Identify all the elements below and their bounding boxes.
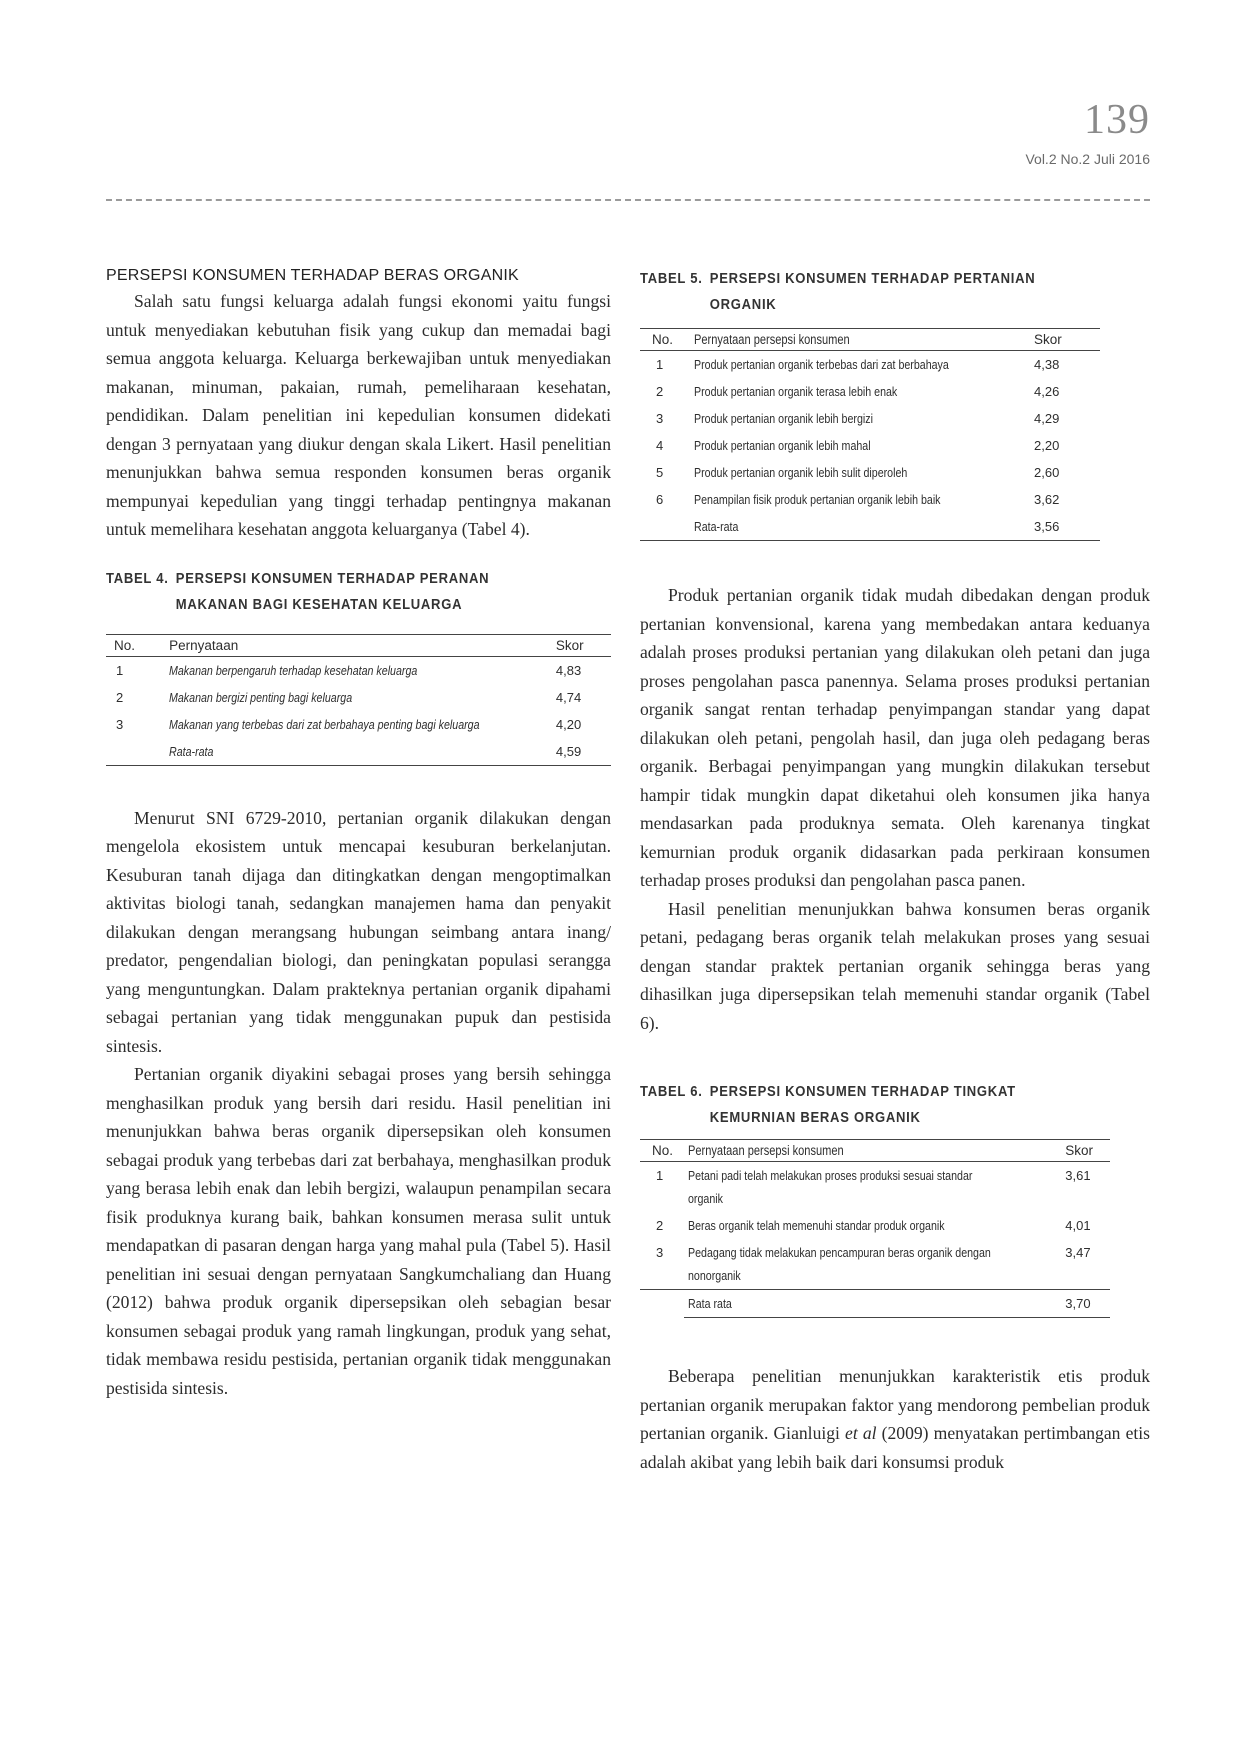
column-header-score: Skor [552,634,611,656]
cell-statement: Pedagang tidak melakukan pencampuran beras organik dengan nonorganik [684,1239,1061,1290]
paragraph: Hasil penelitian menunjukkan bahwa konsumen beras organik petani, pedagang beras organik telah melakukan proses yang sesuai dengan standar praktek pertanian organik sehingga beras yang dihasilkan juga dipersepsikan telah memenuhi standar organik (Tabel 6). [640,898,1150,1033]
cell-score: 4,01 [1065,1218,1091,1233]
table-6 [640,1139,1110,1318]
cell-no [640,1290,684,1318]
cell-no: 6 [656,492,664,507]
table-row [640,459,1100,486]
cell-score: 4,59 [552,738,611,766]
table-row-average [106,738,611,766]
table-row [640,1212,1110,1239]
page-number: 139 [1084,97,1150,143]
table-label: TABEL 6. [640,1084,703,1100]
cell-no: 1 [116,662,124,678]
table-row [640,1239,1110,1290]
cell-statement: Makanan bergizi penting bagi keluarga [169,689,353,705]
table-title: PERSEPSI KONSUMEN TERHADAP TINGKAT KEMURNIAN BERAS ORGANIK [709,1084,1016,1126]
table-4 [106,634,611,766]
issue-info: Vol.2 No.2 Juli 2016 [1025,151,1150,167]
table-row [640,1162,1110,1213]
cell-no: 2 [656,1218,664,1233]
cell-score: 3,56 [1030,513,1100,541]
table-title: PERSEPSI KONSUMEN TERHADAP PERTANIAN ORGANIK [709,271,1036,313]
cell-statement: Produk pertanian organik lebih mahal [694,438,871,453]
cell-statement: Produk pertanian organik terbebas dari zat berbahaya [694,357,949,372]
cell-statement: Makanan berpengaruh terhadap kesehatan keluarga [169,662,418,678]
cell-no: 1 [656,1168,664,1183]
cell-statement: Rata-rata [165,738,552,766]
cell-score: 4,83 [555,662,582,678]
table-row [640,378,1100,405]
column-header-statement: Pernyataan [165,634,552,656]
cell-no: 2 [656,384,664,399]
cell-score: 3,62 [1034,492,1060,507]
cell-score: 4,38 [1034,357,1060,372]
cell-score: 2,20 [1034,438,1060,453]
table-4-caption [106,566,611,618]
cell-no: 3 [656,411,664,426]
cell-score: 3,47 [1061,1239,1110,1290]
header-divider [106,199,1150,201]
et-al-text: et al [845,1423,877,1443]
cell-score: 2,60 [1034,465,1060,480]
table-row-average [640,1290,1110,1318]
paragraph: Produk pertanian organik tidak mudah dibedakan dengan produk pertanian konvensional, karena yang membedakan antara keduanya adalah proses produksi pertanian yang dilakukan oleh petani dan juga proses pengolahan pasca panennya. Selama proses produksi pertanian organik sangat rentan terhadap penyimpangan standar yang dapat dilakukan oleh petani, pengolah hasil, dan juga oleh pedagang beras organik. Berbagai penyimpangan yang mungkin dilakukan tersebut hampir tidak mungkin dapat diketahui oleh konsumen jika hanya mendasarkan pada produknya semata. Oleh karenanya tingkat kemurnian produk organik didasarkan pada perkiraan konsumen terhadap proses produksi dan pengolahan pasca panen. [640,585,1150,890]
cell-statement: Produk pertanian organik lebih bergizi [694,411,873,426]
paragraph: Menurut SNI 6729-2010, pertanian organik dilakukan dengan mengelola ekosistem untuk mencapai kesuburan berkelanjutan. Kesuburan tanah dijaga dan ditingkatkan dengan mengoptimalkan aktivitas biologi tanah, sedangkan manajemen hama dan penyakit dilakukan dengan merangsang hubungan seimbang antara inang/ predator, pengendalian biologi, dan peningkatan populasi serangga yang menguntungkan. Dalam prakteknya pertanian organik dipahami sebagai pertanian yang tidak menggunakan pupuk dan pestisida sintesis. [106,807,611,1056]
cell-score: 3,61 [1065,1168,1091,1183]
cell-no: 4 [656,438,664,453]
cell-score: 4,26 [1034,384,1060,399]
section-title: PERSEPSI KONSUMEN TERHADAP BERAS ORGANIK [106,267,519,284]
column-header-statement: Pernyataan persepsi konsumen [684,1140,1061,1162]
column-header-score: Skor [1061,1140,1110,1162]
table-row [106,656,611,684]
cell-no: 3 [116,716,124,732]
table-row [640,405,1100,432]
cell-statement: Rata rata [684,1290,1061,1318]
cell-no: 2 [116,689,124,705]
cell-statement: Produk pertanian organik lebih sulit diperoleh [694,465,908,480]
table-row-average [640,513,1100,541]
column-header-score: Skor [1030,329,1100,351]
cell-score: 4,29 [1034,411,1060,426]
cell-statement: Penampilan fisik produk pertanian organik lebih baik [694,492,941,507]
cell-statement: Rata-rata [690,513,1030,541]
column-header-statement: Pernyataan persepsi konsumen [690,329,1030,351]
column-header-no: No. [640,1140,684,1162]
table-row [640,486,1100,513]
paragraph: Beberapa penelitian menunjukkan karakteristik etis produk pertanian organik merupakan faktor yang mendorong pembelian produk pertanian organik. Gianluigi et al (2009) menyatakan pertimbangan etis adalah akibat yang lebih baik dari konsumsi produk [640,1366,1150,1472]
table-5 [640,328,1100,541]
paragraph: Salah satu fungsi keluarga adalah fungsi ekonomi yaitu fungsi untuk menyediakan kebutuhan fisik yang cukup dan memadai bagi semua anggota keluarga. Keluarga berkewajiban untuk menyediakan makanan, minuman, pakaian, rumah, pemeliharaan kesehatan, pendidikan. Dalam penelitian ini kepedulian konsumen didekati dengan 3 pernyataan yang diukur dengan skala Likert. Hasil penelitian menunjukkan bahwa semua responden konsumen beras organik mempunyai kepedulian yang tinggi terhadap pentingnya makanan untuk memelihara kesehatan anggota keluarganya (Tabel 4). [106,291,611,539]
cell-score: 3,70 [1061,1290,1110,1318]
cell-statement: Makanan yang terbebas dari zat berbahaya penting bagi keluarga [169,716,480,732]
table-row [640,351,1100,379]
left-column [106,263,611,1402]
table-row [106,711,611,738]
right-column [640,266,1150,1476]
cell-no [640,513,690,541]
cell-no: 1 [656,357,664,372]
table-row [106,684,611,711]
cell-score: 4,74 [555,689,582,705]
cell-statement: Produk pertanian organik terasa lebih enak [694,384,898,399]
column-header-no: No. [106,634,165,656]
table-row [640,432,1100,459]
cell-no [106,738,165,766]
table-title: PERSEPSI KONSUMEN TERHADAP PERANAN MAKANAN BAGI KESEHATAN KELUARGA [175,570,490,613]
table-6-caption [640,1079,1099,1131]
column-header-no: No. [640,329,690,351]
cell-statement: Petani padi telah melakukan proses produksi sesuai standar organik [687,1168,973,1206]
cell-score: 4,20 [555,716,582,732]
cell-statement: Beras organik telah memenuhi standar produk organik [687,1218,945,1233]
paragraph: Pertanian organik diyakini sebagai proses yang bersih sehingga menghasilkan produk yang bersih dari residu. Hasil penelitian ini menunjukkan bahwa beras organik dipersepsikan oleh konsumen sebagai produk yang terbebas dari zat berbahaya, menghasilkan produk yang berasa lebih enak dan lebih bergizi, walaupun penampilan secara fisik produknya kurang baik, bahkan konsumen merasa sulit untuk mendapatkan di pasaran dengan harga yang mahal pula (Tabel 5). Hasil penelitian ini sesuai dengan pernyataan Sangkumchaliang dan Huang (2012) bahwa produk organik dipersepsikan oleh sebagian besar konsumen sebagai produk yang ramah lingkungan, produk yang sehat, tidak membawa residu pestisida, pertanian organik tidak menggunakan pestisida sintesis. [106,1064,611,1398]
cell-no: 3 [640,1239,684,1290]
table-label: TABEL 5. [640,271,703,287]
table-5-caption [640,266,1099,318]
cell-no: 5 [656,465,664,480]
table-label: TABEL 4. [106,570,169,587]
